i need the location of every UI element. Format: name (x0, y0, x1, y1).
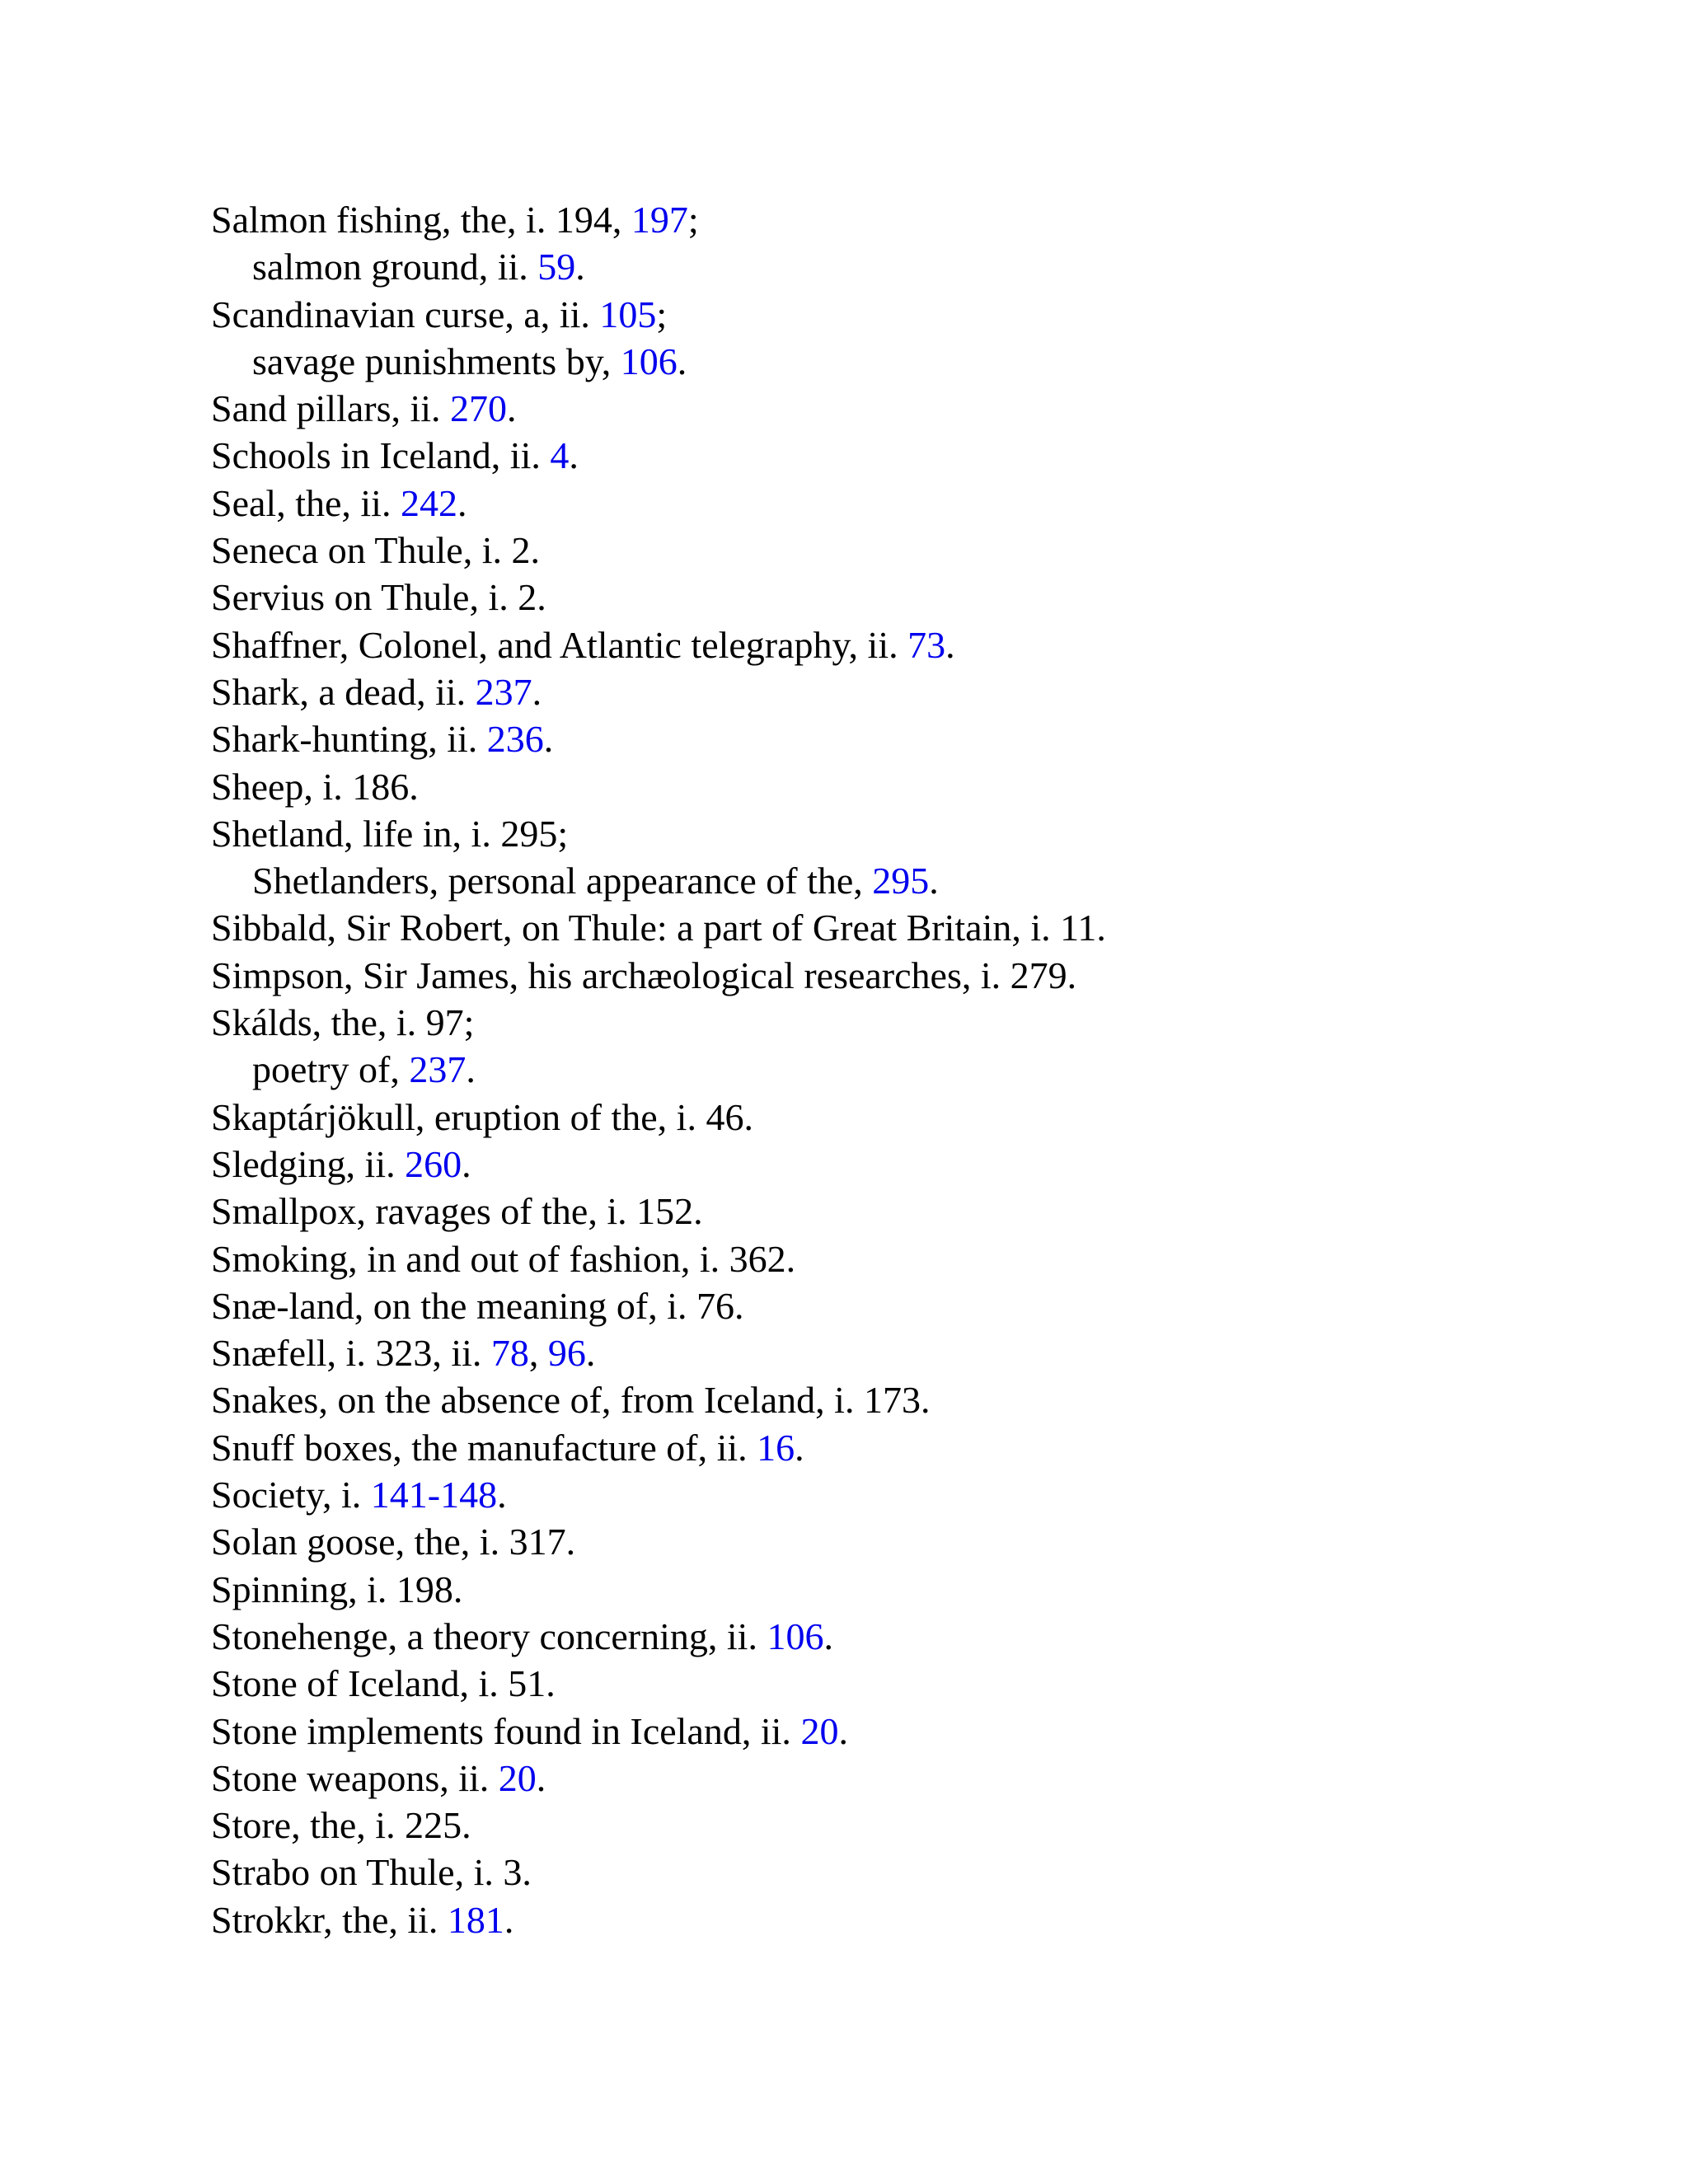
page-reference-link[interactable]: 16 (757, 1426, 795, 1469)
entry-text: Solan goose, the, i. 317. (211, 1521, 576, 1563)
page-reference-link[interactable]: 105 (599, 293, 657, 335)
page-reference-link[interactable]: 141-148 (370, 1474, 498, 1516)
entry-text: , (528, 1332, 548, 1375)
entry-text: . (929, 860, 939, 902)
entry-text: . (569, 434, 579, 477)
index-entry (211, 1188, 1612, 1235)
index-subentry (211, 857, 1612, 904)
page-reference-link[interactable]: 106 (620, 340, 678, 382)
entry-text: Stone weapons, ii. (211, 1756, 499, 1799)
page-reference-link[interactable]: 106 (767, 1615, 824, 1657)
entry-text: . (795, 1426, 804, 1469)
entry-text: Salmon fishing, the, i. 194, (211, 199, 631, 241)
entry-text: Snæ-land, on the meaning of, i. 76. (211, 1284, 744, 1327)
page-reference-link[interactable]: 197 (631, 199, 688, 241)
entry-text: . (457, 481, 467, 524)
index-entry (211, 621, 1612, 668)
entry-text: Shetlanders, personal appearance of the, (252, 860, 873, 902)
entry-text: savage punishments by, (252, 340, 621, 382)
entry-text: Sand pillars, ii. (211, 387, 451, 430)
entry-text: . (677, 340, 687, 382)
index-entry (211, 1566, 1612, 1613)
entry-text: salmon ground, ii. (252, 246, 538, 288)
page-reference-link[interactable]: 20 (800, 1709, 839, 1752)
entry-text: . (497, 1474, 507, 1516)
index-entry (211, 527, 1612, 574)
entry-text: Seneca on Thule, i. 2. (211, 529, 540, 572)
page-reference-link[interactable]: 78 (490, 1332, 529, 1375)
index-entry (211, 999, 1612, 1046)
entry-text: Spinning, i. 198. (211, 1568, 463, 1610)
index-entry (211, 1518, 1612, 1565)
index-entry (211, 196, 1612, 243)
entry-text: ; (656, 293, 668, 335)
entry-text: . (945, 623, 955, 666)
index-entry (211, 480, 1612, 527)
page-reference-link[interactable]: 181 (447, 1898, 504, 1941)
entry-text: ; (687, 199, 699, 241)
index-subentry (211, 338, 1612, 385)
index-subentry (211, 1046, 1612, 1093)
index-page (211, 196, 1612, 1943)
entry-text: Sledging, ii. (211, 1142, 406, 1185)
entry-text: Servius on Thule, i. 2. (211, 576, 546, 619)
entry-text: . (504, 1898, 514, 1941)
entry-text: Skaptárjökull, eruption of the, i. 46. (211, 1095, 753, 1138)
entry-text: . (838, 1709, 848, 1752)
page-reference-link[interactable]: 73 (907, 623, 946, 666)
entry-text: . (466, 1048, 476, 1091)
index-entry (211, 1376, 1612, 1423)
index-entry (211, 291, 1612, 338)
index-entry (211, 1329, 1612, 1376)
entry-text: Strokkr, the, ii. (211, 1898, 448, 1941)
entry-text: Snuff boxes, the manufacture of, ii. (211, 1426, 757, 1469)
entry-text: Smoking, in and out of fashion, i. 362. (211, 1237, 796, 1280)
entry-text: . (543, 718, 554, 761)
entry-text: . (575, 246, 585, 288)
entry-text: Simpson, Sir James, his archæological researches, i. 279. (211, 954, 1077, 996)
entry-text: Society, i. (211, 1474, 371, 1516)
index-entry (211, 432, 1612, 479)
entry-text: Shetland, life in, i. 295; (211, 812, 569, 855)
index-entry (211, 810, 1612, 857)
entry-text: Stone implements found in Iceland, ii. (211, 1709, 801, 1752)
index-entry (211, 1896, 1612, 1943)
entry-text: Sheep, i. 186. (211, 765, 419, 808)
entry-text: Sibbald, Sir Robert, on Thule: a part of Great Britain, i. 11. (211, 907, 1106, 949)
entry-text: Store, the, i. 225. (211, 1804, 471, 1847)
page-reference-link[interactable]: 242 (400, 481, 457, 524)
index-entry (211, 904, 1612, 951)
entry-text: . (532, 670, 542, 713)
entry-text: Shark-hunting, ii. (211, 718, 487, 761)
entry-text: . (585, 1332, 596, 1375)
index-entry (211, 1424, 1612, 1471)
page-reference-link[interactable]: 4 (550, 434, 570, 477)
index-entry (211, 1613, 1612, 1660)
page-reference-link[interactable]: 237 (475, 670, 532, 713)
index-entry (211, 574, 1612, 621)
entry-text: . (507, 387, 517, 430)
entry-text: Snæfell, i. 323, ii. (211, 1332, 491, 1375)
entry-text: Schools in Iceland, ii. (211, 434, 551, 477)
index-entry (211, 1141, 1612, 1188)
index-entry (211, 385, 1612, 432)
page-reference-link[interactable]: 236 (486, 718, 544, 761)
entry-text: . (823, 1615, 833, 1657)
index-entry (211, 763, 1612, 810)
page-reference-link[interactable]: 295 (872, 860, 930, 902)
entry-text: Strabo on Thule, i. 3. (211, 1851, 532, 1894)
index-entry (211, 1849, 1612, 1896)
index-entry (211, 1282, 1612, 1329)
index-entry (211, 1802, 1612, 1849)
page-reference-link[interactable]: 20 (498, 1756, 537, 1799)
index-entry (211, 1094, 1612, 1141)
index-entry (211, 1660, 1612, 1707)
page-reference-link[interactable]: 237 (409, 1048, 467, 1091)
entry-text: Snakes, on the absence of, from Iceland, i. 173. (211, 1379, 931, 1422)
entry-text: Seal, the, ii. (211, 481, 401, 524)
index-entry (211, 1471, 1612, 1518)
entry-text: Skálds, the, i. 97; (211, 1001, 475, 1044)
index-entry (211, 715, 1612, 762)
index-entry (211, 1235, 1612, 1282)
index-entry (211, 1755, 1612, 1802)
page-reference-link[interactable]: 260 (405, 1142, 462, 1185)
index-entry (211, 1708, 1612, 1755)
index-entry (211, 668, 1612, 715)
entry-text: . (536, 1756, 546, 1799)
entry-text: Smallpox, ravages of the, i. 152. (211, 1190, 703, 1233)
index-entry (211, 952, 1612, 999)
page-reference-link[interactable]: 270 (450, 387, 508, 430)
entry-text: Stone of Iceland, i. 51. (211, 1662, 556, 1705)
entry-text: poetry of, (252, 1048, 410, 1091)
entry-text: Stonehenge, a theory concerning, ii. (211, 1615, 767, 1657)
index-subentry (211, 243, 1612, 290)
page-reference-link[interactable]: 59 (537, 246, 576, 288)
entry-text: . (462, 1142, 471, 1185)
page-reference-link[interactable]: 96 (547, 1332, 586, 1375)
entry-text: Shaffner, Colonel, and Atlantic telegraphy, ii. (211, 623, 908, 666)
entry-text: Shark, a dead, ii. (211, 670, 476, 713)
entry-text: Scandinavian curse, a, ii. (211, 293, 600, 335)
